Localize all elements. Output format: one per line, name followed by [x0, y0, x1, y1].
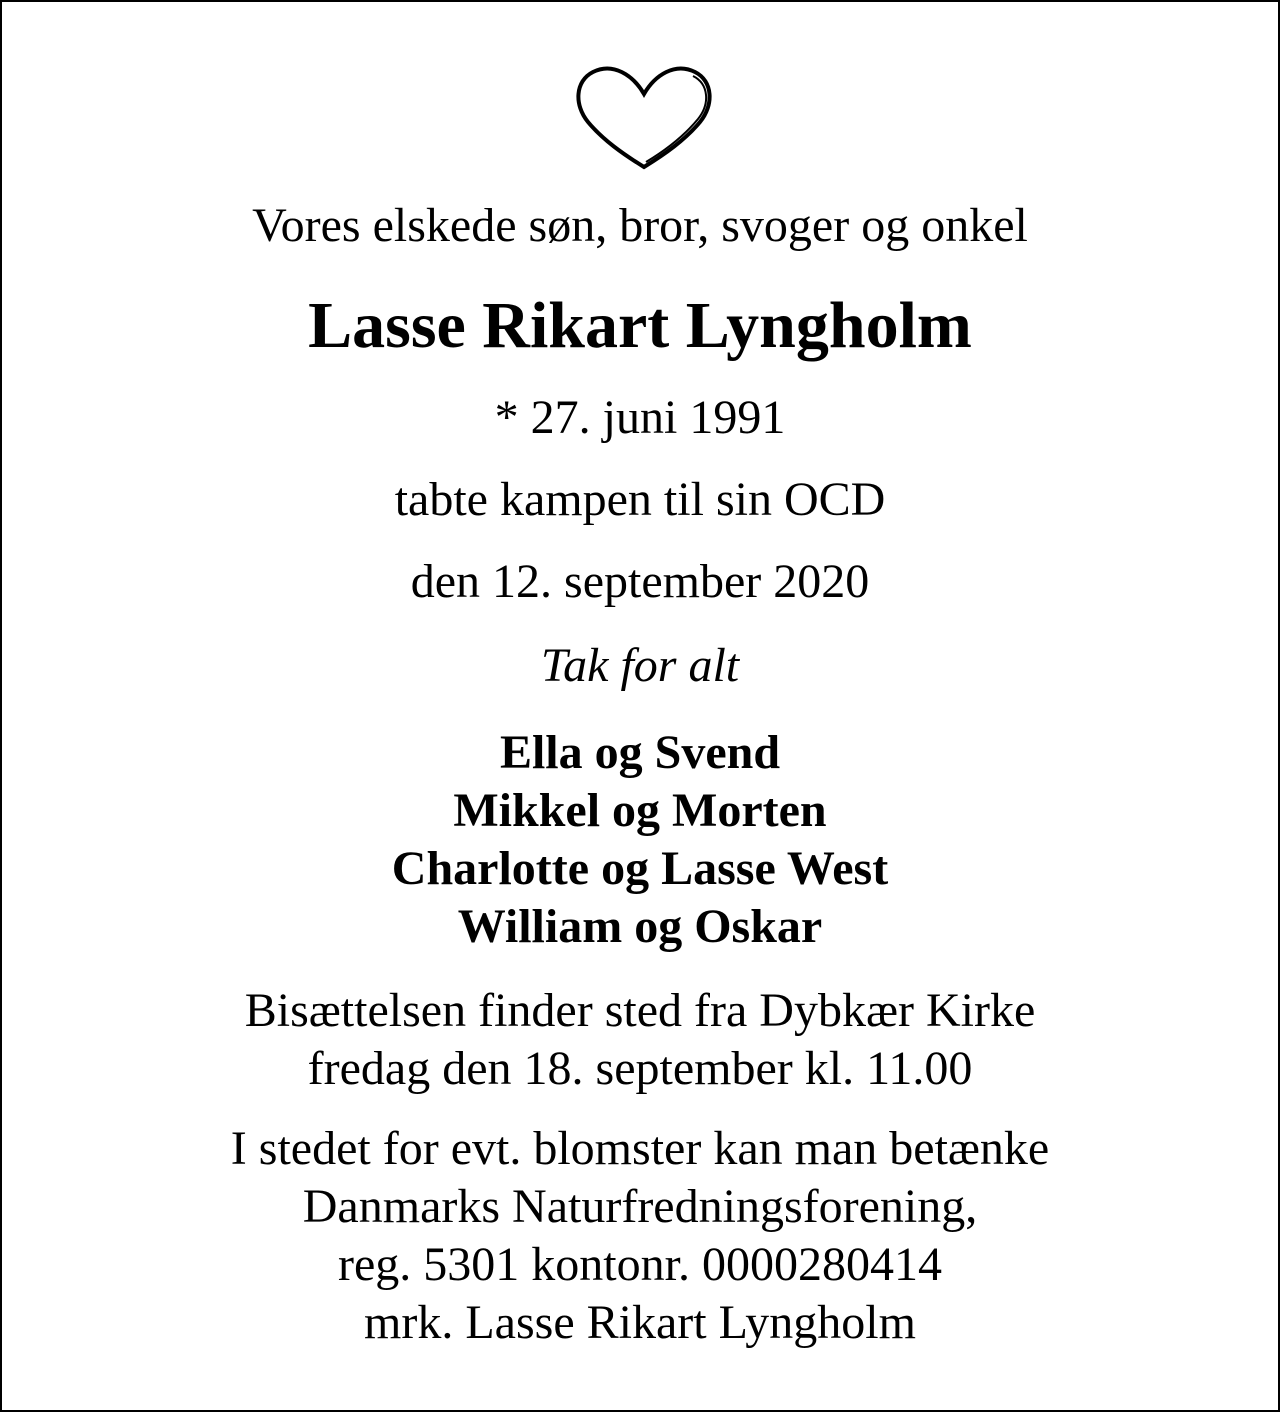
heart-icon [570, 66, 718, 172]
thanks-text: Tak for alt [540, 639, 740, 692]
funeral-line: Bisættelsen finder sted fra Dybkær Kirke [244, 984, 1036, 1037]
family-member-line: William og Oskar [457, 900, 823, 953]
birth-date: * 27. juni 1991 [494, 391, 786, 444]
death-date: den 12. september 2020 [410, 555, 870, 608]
deceased-name: Lasse Rikart Lyngholm [308, 289, 972, 362]
family-member-line: Charlotte og Lasse West [391, 842, 889, 895]
donation-line: mrk. Lasse Rikart Lyngholm [364, 1296, 916, 1349]
funeral-line: fredag den 18. september kl. 11.00 [307, 1042, 973, 1095]
family-member-line: Mikkel og Morten [453, 784, 827, 837]
cause-text: tabte kampen til sin OCD [394, 473, 886, 526]
donation-details [2, 1120, 1278, 1352]
donation-line: I stedet for evt. blomster kan man betænke [230, 1122, 1050, 1175]
donation-line: reg. 5301 kontonr. 0000280414 [338, 1238, 942, 1291]
family-member-line: Ella og Svend [499, 726, 781, 779]
funeral-details [2, 982, 1278, 1098]
family-list [2, 724, 1278, 956]
intro-text: Vores elskede søn, bror, svoger og onkel [252, 199, 1028, 252]
donation-line: Danmarks Naturfredningsforening, [302, 1180, 978, 1233]
